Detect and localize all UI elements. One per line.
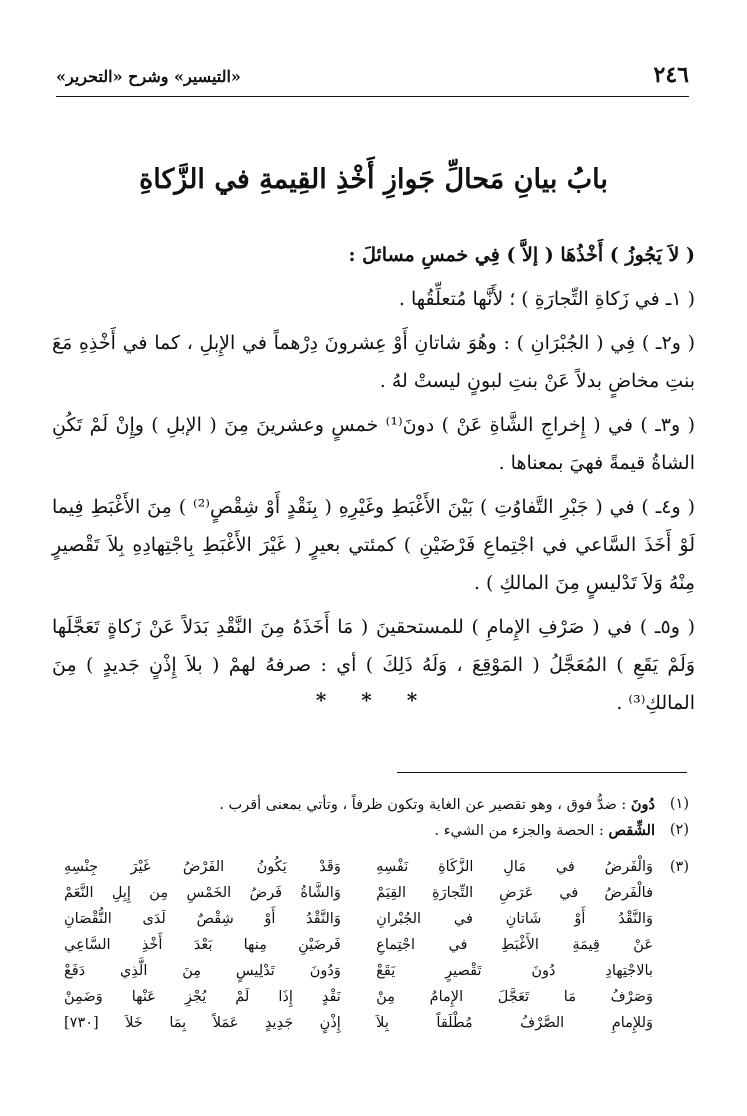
verse-poem [64,854,653,1036]
verse-hemistich-left: وَدُونَ تَدْلِيسٍ مِنَ الَّذِي دَفَعْ [64,963,341,979]
verse-hemistich-right: وَالنَّقْدُ أَوْ شَاتانِ في الجُبْرانِ [376,911,653,927]
footnote-rule [397,772,687,773]
verse-hemistich-left: فَرضَيْنِ مِنها بَعْدَ أَخْذِ السَّاعِي [64,937,341,953]
verse-line [64,906,653,932]
page-number: ٢٤٦ [653,62,689,88]
footnote-number: (١) [669,796,689,812]
verse-hemistich-right: وَللإِمامِ الصَّرْفُ مُطْلَقاً بِلاَ [376,1015,653,1031]
footnote-number: (٢) [669,822,689,838]
verse-line [64,880,653,906]
footnote-text: : الحصة والجزء من الشيء . [434,823,604,839]
footnotes [52,792,689,844]
verse-hemistich-right: وَالْفَرضُ في مَالِ الزَّكَاةِ نَفْسِهِ [376,859,653,875]
verse-hemistich-left: وَالنَّقْدُ أَوْ شِقْصٌ لَدَى النُّقْصَانِ [64,911,341,927]
running-title: «التيسير» وشرح «التحرير» [56,67,241,86]
footnote-3-number: (٣) [669,859,689,875]
verse-line [64,1010,653,1036]
verse-hemistich-right: عَنْ قِيمَةِ الأَغْبَطِ في اجْتِماعِ [376,937,653,953]
verse-hemistich-right: وَصَرْفُ مَا تَعَجَّلَ الإِمامُ مِنْ [376,989,653,1005]
verse-line [64,958,653,984]
verse-hemistich-left: نَقْدٍ إِذَا لَمْ يُجْزِ عَنْها وَضَمِنْ [64,989,341,1005]
main-text [52,236,695,728]
verse-hemistich-left: وَقَدْ يَكُونُ الفَرْضُ غَيْرَ جِنْسِهِ [64,859,341,875]
verse-line [64,984,653,1010]
footnote-text: : ضدُّ فوق ، وهو تقصير عن الغاية وتكون ظرفاً ، وتأتي بمعنى أقرب . [219,797,627,813]
footnote-1 [52,792,689,818]
paragraph-intro: ( لاَ يَجُوزُ ) أَخْذُهَا ( إلاَّ ) فِي خمسِ مسائلَ : [348,244,695,266]
verse-line [64,854,653,880]
footnote-2 [52,818,689,844]
verse-hemistich-right: بالاجْتِهادِ دُونَ تَقْصيرٍ يَقَعْ [376,963,653,979]
paragraph-issue-4: ( و٤ـ ) في ( جَبْرِ التَّفاوُتِ ) بَيْنَ الأَغْبَطِ وغَيْرِهِ ( بِنَقْدٍ أَوْ شِقْصٍ⁽²⁾ ) مِنَ الأَغْبَطِ فِيما لَوْ أَخَذَ السَّاعي في اجْتِماعِ فَرْضَيْنِ ) كمئتي بعيرٍ ( غَيْرَ الأَغْبَطِ بِاجْتِهادِهِ بِلاَ تَقْصيرٍ مِنْهُ وَلاَ تَدْليسٍ مِنَ المالكِ ) . [52,496,695,594]
paragraph-issue-2: ( و٢ـ ) فِي ( الجُبْرَانِ ) : وهُوَ شاتانِ أَوْ عِشرونَ دِرْهماً في الإِبلِ ، كما في أَخْذِهِ مَعَ بنتِ مخاضٍ بدلاً عَنْ بنتِ لبونٍ ليستْ لهُ . [52,332,695,392]
paragraph-issue-1: ( ١ـ في زَكاةِ التِّجارَةِ ) ؛ لأَنَّها مُتعلِّقُها . [398,288,695,310]
verse-hemistich-left: وَالشَّاةُ فَرضُ الخَمْسِ مِن إِبِلِ النَّعَمْ [64,885,341,901]
paragraph-issue-3: ( و٣ـ ) في ( إِخراجِ الشَّاةِ عَنْ ) دونَ⁽¹⁾ خمسٍ وعشرينَ مِنَ ( الإبلِ ) وإِنْ لَمْ تَكُنِ الشاةُ قيمةً فهيَ بمعناها . [52,414,695,474]
footnote-term: الشِّقص [608,822,655,839]
section-separator: * * * [315,688,432,712]
footnote-term: دُونَ [630,796,655,813]
paragraph-issue-5: ( و٥ـ ) في ( صَرْفِ الإِمامِ ) للمستحقينَ ( مَا أَخَذَهُ مِنَ النَّقْدِ بَدَلاً عَنْ زَكاةٍ تَعَجَّلَها وَلَمْ يَقَعِ ) المُعَجَّلُ ( المَوْقِعَ ، وَلَهُ ذَلِكَ ) أي : صرفهُ لهمْ ( بلاَ إِذْنٍ جَديدٍ ) مِنَ المالكِ⁽³⁾ . [52,616,695,714]
verse-line [64,932,653,958]
running-header [56,60,689,97]
verse-hemistich-right: فالْفَرضُ في عَرَضِ التِّجارَةِ القِيَمْ [376,885,653,901]
verse-hemistich-left: إِذْنٍ جَدِيدٍ عَمَلاً بِمَا خَلاَ [٧٣٠] [64,1015,341,1031]
chapter-title: بابُ بيانِ مَحالِّ جَوازِ أَخْذِ القِيمةِ في الزَّكاةِ [139,164,608,195]
